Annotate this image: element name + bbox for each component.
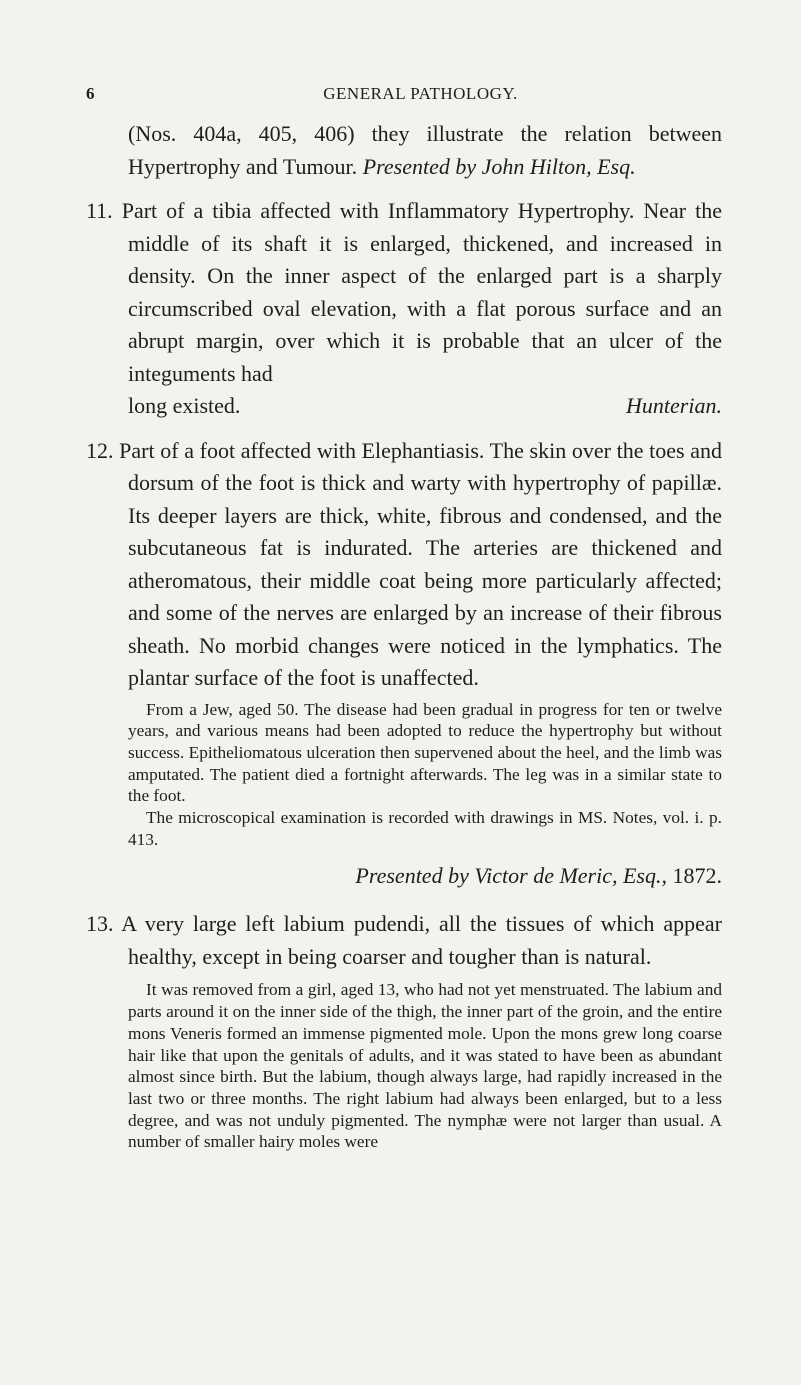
entry-12 (86, 435, 722, 695)
entry-text: Part of a foot affected with Elephantiasis. The skin over the toes and dorsum of the foot is thick and warty with hypertrophy of papillæ. Its deeper layers are thick, white, fibrous and condensed, and the subcutaneous fat is indurated. The arteries are thickened and atheromatous, their middle coat being more particularly affected; and some of the nerves are enlarged by an increase of their fibrous sheath. No morbid changes were noticed in the lymphatics. The plantar surface of the foot is unaffected. (119, 437, 722, 690)
presented-year: 1872. (672, 863, 722, 889)
note-paragraph: It was removed from a girl, aged 13, who had not yet menstruated. The labium and parts around it on the inner side of the thigh, the inner part of the groin, and the entire mons Veneris formed an immense pigmented mole. Upon the mons grew long coarse hair like that upon the genitals of adults, and it was stated to have been as abundant almost since birth. But the labium, though always large, had rapidly increased in the last two or three months. The right labium had always been enlarged, but to a less degree, and was not unduly pigmented. The nymphæ were not larger than usual. A number of smaller hairy moles were (128, 980, 722, 1152)
intro-presented: Presented by John Hilton, Esq. (362, 153, 636, 179)
page-content (86, 118, 722, 1153)
running-title: GENERAL PATHOLOGY. (323, 84, 518, 103)
entry-12-presented (86, 860, 722, 892)
note-paragraph: From a Jew, aged 50. The disease had been gradual in progress for ten or twelve years, and various means had been adopted to reduce the hypertrophy but without success. Epitheliomatous ulceration then supervened about the heel, and the limb was amputated. The patient died a fortnight afterwards. The leg was in a similar state to the foot. (128, 699, 722, 806)
entry-number: 12. (86, 437, 114, 463)
entry-closing-line (128, 390, 722, 423)
entry-13 (86, 908, 722, 973)
entry-12-notes (86, 699, 722, 851)
page-number: 6 (86, 84, 95, 103)
entry-number: 11. (86, 198, 113, 223)
entry-11 (86, 195, 722, 423)
entry-last-line: long existed. (128, 393, 241, 418)
intro-text: (Nos. 404a, 405, 406) they illustrate the relation between Hypertrophy and Tumour. (128, 121, 722, 179)
intro-paragraph (86, 118, 722, 183)
entry-attribution: Hunterian. (626, 393, 722, 418)
entry-13-notes (86, 979, 722, 1153)
note-paragraph: The microscopical examination is recorded with drawings in MS. Notes, vol. i. p. 413. (128, 808, 722, 849)
running-head (86, 84, 715, 108)
entry-text: A very large left labium pudendi, all the tissues of which appear healthy, except in being coarser and tougher than is natural. (121, 911, 722, 969)
entry-number: 13. (86, 911, 114, 937)
presented-text: Presented by Victor de Meric, Esq., (355, 863, 667, 889)
entry-text: Part of a tibia affected with Inflammatory Hypertrophy. Near the middle of its shaft it is enlarged, thickened, and increased in density. On the inner aspect of the enlarged part is a sharply circumscribed oval elevation, with a flat porous surface and an abrupt margin, over which it is probable that an ulcer of the integuments had (121, 198, 723, 386)
